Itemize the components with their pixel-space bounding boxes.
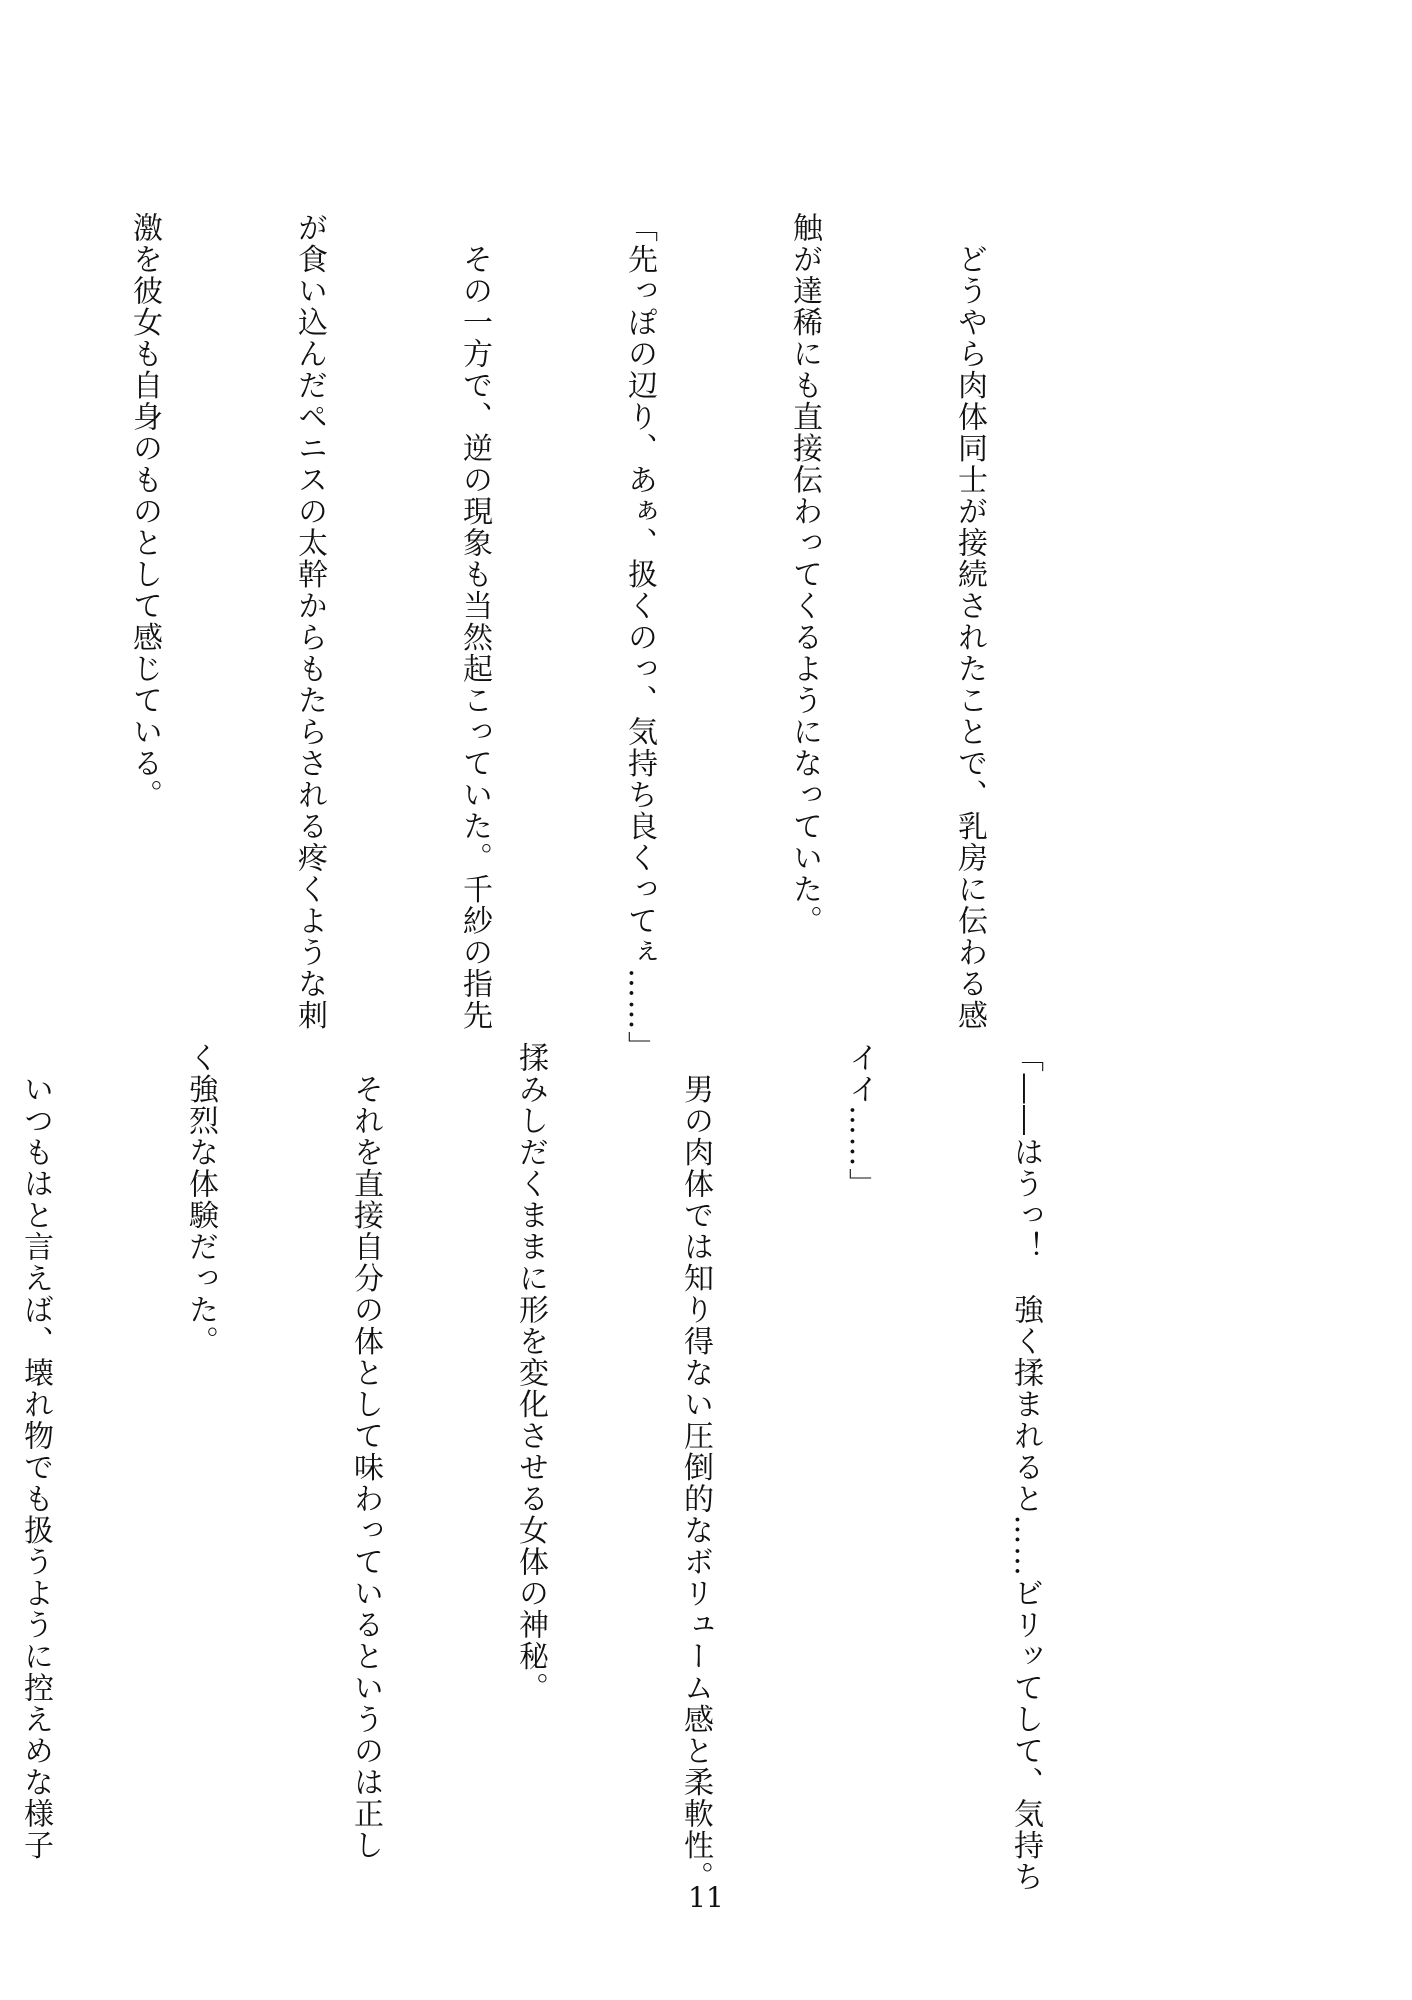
text-line: どうやら肉体同士が接続されたことで、乳房に伝わる感 [952,212,987,1031]
text-line: 男の肉体では知り得ない圧倒的なボリューム感と柔軟性。 [678,1042,713,1893]
text-block-upper [0,212,1107,1063]
text-line: 「先っぽの辺り、あぁ、扱くのっ、気持ち良くってぇ……」 [622,212,657,1063]
text-line: 「――はうっ！ 強く揉まれると……ビリッてして、気持ち [1008,1042,1043,1893]
text-line: その一方で、逆の現象も当然起こっていた。千紗の指先 [457,212,492,1031]
text-line: 激を彼女も自身のものとして感じている。 [127,212,162,811]
text-line: く強烈な体験だった。 [183,1042,218,1357]
text-line: それを直接自分の体として味わっているというのは正し [348,1042,383,1861]
text-line: 揉みしだくままに形を変化させる女体の神秘。 [513,1042,548,1704]
text-line: 触が達稀にも直接伝わってくるようになっていた。 [787,212,822,937]
text-line: いつもはと言えば、壊れ物でも扱うように控えめな様子 [18,1042,53,1861]
page-number: 11 [688,1881,724,1914]
text-block-lower [0,1042,1163,1893]
text-line: が食い込んだペニスの太幹からもたらされる疼くような刺 [292,212,327,1031]
text-line: イイ……」 [843,1042,878,1200]
text-line [0,212,7,952]
